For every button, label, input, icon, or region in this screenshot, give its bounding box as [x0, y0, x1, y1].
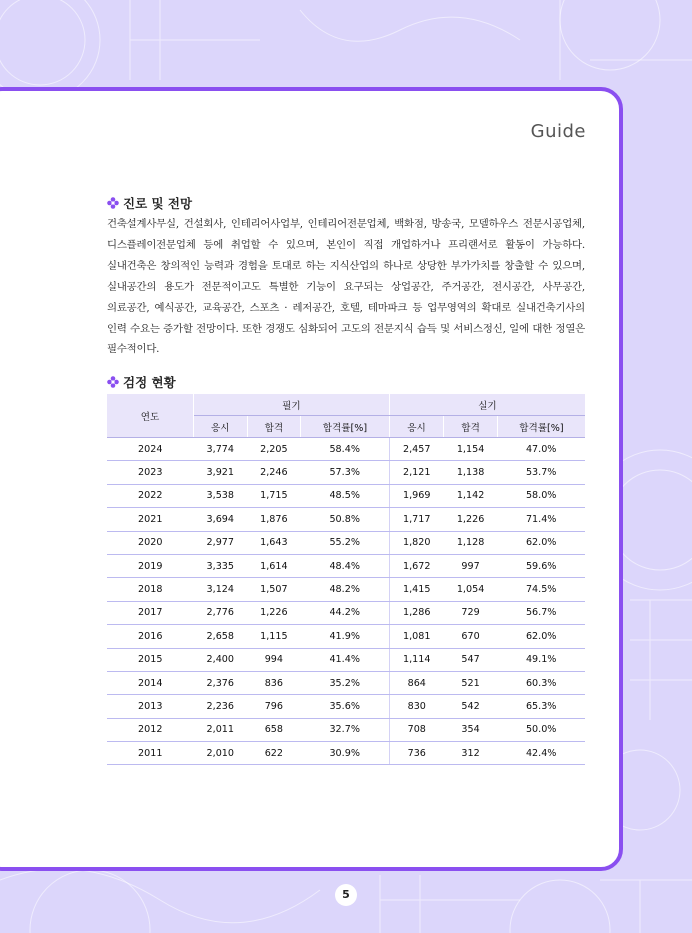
- written-applicants-cell: 3,694: [194, 508, 248, 531]
- practical-applicants-cell: 1,717: [389, 508, 444, 531]
- practical-rate-cell: 47.0%: [497, 438, 585, 461]
- written-rate-cell: 35.2%: [301, 671, 390, 694]
- practical-passed-cell: 1,154: [444, 438, 498, 461]
- practical-applicants-cell: 736: [389, 742, 444, 765]
- written-rate-cell: 32.7%: [301, 718, 390, 741]
- career-body-text: 건축설계사무실, 건설회사, 인테리어사업부, 인테리어전문업체, 백화점, 방송국, 모델하우스 전문시공업체, 디스플레이전문업체 등에 취업할 수 있으며, 본인이 직접 개업하거나 프리랜서로 활동이 가능하다. 실내건축은 창의적인 능력과 경험을 토대로 하는 지식산업의 하나로 상당한 부가가치를 창출할 수 있으며, 실내공간의 용도가 전문적이고도 특별한 기능이 요구되는 상업공간, 주거공간, 전시공간, 사무공간, 의료공간, 예식공간, 교육공간, 스포츠 · 레저공간, 호텔, 테마파크 등 업무영역의 확대로 실내건축기사의 인력 수요는 증가할 전망이다. 또한 경쟁도 심화되어 고도의 전문지식 습득 및 서비스정신, 일에 대한 정열은 필수적이다.: [107, 218, 585, 356]
- practical-applicants-cell: 1,415: [389, 578, 444, 601]
- written-rate-cell: 58.4%: [301, 438, 390, 461]
- written-passed-header: 합격: [247, 416, 301, 438]
- career-title-text: 진로 및 전망: [123, 196, 193, 211]
- practical-rate-cell: 62.0%: [497, 531, 585, 554]
- table-row: [107, 461, 585, 484]
- practical-applicants-cell: 1,820: [389, 531, 444, 554]
- written-rate-cell: 35.6%: [301, 695, 390, 718]
- year-cell: 2011: [107, 742, 194, 765]
- written-applicants-cell: 3,335: [194, 554, 248, 577]
- year-cell: 2015: [107, 648, 194, 671]
- practical-rate-cell: 56.7%: [497, 601, 585, 624]
- written-rate-cell: 41.4%: [301, 648, 390, 671]
- practical-applicants-cell: 2,457: [389, 438, 444, 461]
- written-applicants-cell: 3,124: [194, 578, 248, 601]
- year-cell: 2020: [107, 531, 194, 554]
- written-applicants-cell: 2,400: [194, 648, 248, 671]
- written-rate-cell: 44.2%: [301, 601, 390, 624]
- practical-rate-cell: 49.1%: [497, 648, 585, 671]
- practical-passed-header: 합격: [444, 416, 498, 438]
- flower-bullet-icon: [107, 197, 119, 209]
- table-row: [107, 625, 585, 648]
- year-header: 연도: [107, 394, 194, 438]
- practical-passed-cell: 547: [444, 648, 498, 671]
- practical-rate-cell: 62.0%: [497, 625, 585, 648]
- practical-passed-cell: 1,142: [444, 484, 498, 507]
- written-passed-cell: 1,876: [247, 508, 301, 531]
- written-applicants-cell: 2,658: [194, 625, 248, 648]
- written-applicants-cell: 2,236: [194, 695, 248, 718]
- written-rate-cell: 57.3%: [301, 461, 390, 484]
- year-cell: 2016: [107, 625, 194, 648]
- practical-passed-cell: 1,054: [444, 578, 498, 601]
- practical-rate-cell: 58.0%: [497, 484, 585, 507]
- practical-applicants-cell: 1,672: [389, 554, 444, 577]
- practical-passed-cell: 1,138: [444, 461, 498, 484]
- page-number: 5: [335, 884, 357, 906]
- practical-passed-cell: 997: [444, 554, 498, 577]
- year-cell: 2021: [107, 508, 194, 531]
- written-passed-cell: 1,614: [247, 554, 301, 577]
- practical-applicants-cell: 1,286: [389, 601, 444, 624]
- practical-rate-header: 합격률[%]: [497, 416, 585, 438]
- year-cell: 2013: [107, 695, 194, 718]
- written-passed-cell: 1,507: [247, 578, 301, 601]
- career-section-title: [107, 194, 192, 212]
- written-rate-cell: 48.4%: [301, 554, 390, 577]
- written-applicants-cell: 2,011: [194, 718, 248, 741]
- practical-rate-cell: 42.4%: [497, 742, 585, 765]
- practical-rate-cell: 71.4%: [497, 508, 585, 531]
- practical-applicants-cell: 1,081: [389, 625, 444, 648]
- exam-title-text: 검정 현황: [123, 375, 176, 390]
- written-passed-cell: 658: [247, 718, 301, 741]
- written-rate-cell: 30.9%: [301, 742, 390, 765]
- written-passed-cell: 796: [247, 695, 301, 718]
- practical-header: 실기: [389, 394, 585, 416]
- exam-section-title: [107, 373, 176, 391]
- practical-passed-cell: 312: [444, 742, 498, 765]
- written-passed-cell: 836: [247, 671, 301, 694]
- practical-passed-cell: 521: [444, 671, 498, 694]
- year-cell: 2019: [107, 554, 194, 577]
- year-cell: 2018: [107, 578, 194, 601]
- written-applicants-cell: 3,921: [194, 461, 248, 484]
- written-passed-cell: 2,205: [247, 438, 301, 461]
- written-header: 필기: [194, 394, 390, 416]
- written-passed-cell: 622: [247, 742, 301, 765]
- table-row: [107, 484, 585, 507]
- practical-applicants-cell: 1,114: [389, 648, 444, 671]
- written-applicants-cell: 3,774: [194, 438, 248, 461]
- practical-applicants-cell: 708: [389, 718, 444, 741]
- written-passed-cell: 2,246: [247, 461, 301, 484]
- year-cell: 2017: [107, 601, 194, 624]
- practical-rate-cell: 60.3%: [497, 671, 585, 694]
- exam-stats-body: [107, 438, 585, 765]
- written-rate-cell: 41.9%: [301, 625, 390, 648]
- year-cell: 2014: [107, 671, 194, 694]
- table-row: [107, 438, 585, 461]
- practical-rate-cell: 59.6%: [497, 554, 585, 577]
- guide-label: Guide: [530, 121, 586, 142]
- year-cell: 2012: [107, 718, 194, 741]
- practical-applicants-header: 응시: [389, 416, 444, 438]
- written-passed-cell: 1,226: [247, 601, 301, 624]
- written-passed-cell: 1,715: [247, 484, 301, 507]
- written-applicants-cell: 2,376: [194, 671, 248, 694]
- written-rate-cell: 48.2%: [301, 578, 390, 601]
- written-applicants-cell: 2,010: [194, 742, 248, 765]
- written-rate-cell: 48.5%: [301, 484, 390, 507]
- practical-rate-cell: 65.3%: [497, 695, 585, 718]
- table-row: [107, 671, 585, 694]
- table-row: [107, 742, 585, 765]
- table-row: [107, 601, 585, 624]
- practical-rate-cell: 74.5%: [497, 578, 585, 601]
- written-rate-cell: 55.2%: [301, 531, 390, 554]
- written-applicants-header: 응시: [194, 416, 248, 438]
- practical-passed-cell: 1,128: [444, 531, 498, 554]
- written-rate-header: 합격률[%]: [301, 416, 390, 438]
- practical-rate-cell: 53.7%: [497, 461, 585, 484]
- exam-stats-table: [107, 394, 585, 765]
- table-row: [107, 554, 585, 577]
- table-row: [107, 531, 585, 554]
- year-cell: 2024: [107, 438, 194, 461]
- written-rate-cell: 50.8%: [301, 508, 390, 531]
- written-applicants-cell: 2,776: [194, 601, 248, 624]
- practical-applicants-cell: 1,969: [389, 484, 444, 507]
- table-row: [107, 695, 585, 718]
- practical-rate-cell: 50.0%: [497, 718, 585, 741]
- year-cell: 2023: [107, 461, 194, 484]
- flower-bullet-icon: [107, 376, 119, 388]
- practical-applicants-cell: 830: [389, 695, 444, 718]
- practical-passed-cell: 354: [444, 718, 498, 741]
- written-applicants-cell: 3,538: [194, 484, 248, 507]
- practical-passed-cell: 1,226: [444, 508, 498, 531]
- written-passed-cell: 1,643: [247, 531, 301, 554]
- practical-passed-cell: 729: [444, 601, 498, 624]
- table-row: [107, 648, 585, 671]
- practical-applicants-cell: 2,121: [389, 461, 444, 484]
- table-row: [107, 578, 585, 601]
- practical-passed-cell: 670: [444, 625, 498, 648]
- table-row: [107, 718, 585, 741]
- written-passed-cell: 994: [247, 648, 301, 671]
- table-row: [107, 508, 585, 531]
- practical-passed-cell: 542: [444, 695, 498, 718]
- written-applicants-cell: 2,977: [194, 531, 248, 554]
- year-cell: 2022: [107, 484, 194, 507]
- practical-applicants-cell: 864: [389, 671, 444, 694]
- written-passed-cell: 1,115: [247, 625, 301, 648]
